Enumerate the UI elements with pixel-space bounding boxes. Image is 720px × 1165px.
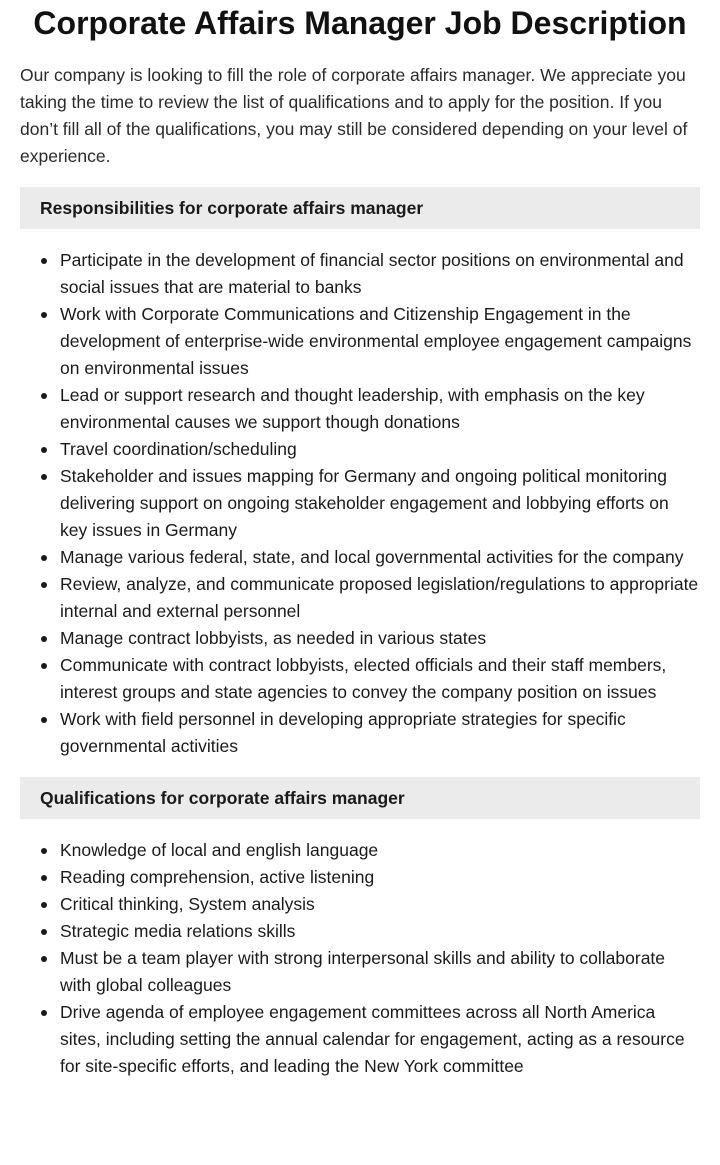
qualifications-heading: Qualifications for corporate affairs manager <box>20 777 700 819</box>
qualification-item: Knowledge of local and english language <box>60 837 700 864</box>
responsibilities-heading: Responsibilities for corporate affairs manager <box>20 187 700 229</box>
responsibility-item: Lead or support research and thought leadership, with emphasis on the key environmental causes we support though donations <box>60 382 700 436</box>
responsibility-item: Manage contract lobbyists, as needed in various states <box>60 625 700 652</box>
responsibility-item: Work with field personnel in developing appropriate strategies for specific governmental activities <box>60 706 700 760</box>
intro-paragraph: Our company is looking to fill the role of corporate affairs manager. We appreciate you taking the time to review the list of qualifications and to apply for the position. If you don’t fill all of the qualifications, you may still be considered depending on your level of experience. <box>20 65 688 166</box>
qualification-item: Must be a team player with strong interpersonal skills and ability to collaborate with global colleagues <box>60 945 700 999</box>
responsibility-item: Communicate with contract lobbyists, elected officials and their staff members, interest groups and state agencies to convey the company position on issues <box>60 652 700 706</box>
qualifications-list <box>20 837 700 1080</box>
qualification-item: Strategic media relations skills <box>60 918 700 945</box>
responsibility-item: Stakeholder and issues mapping for Germany and ongoing political monitoring delivering support on ongoing stakeholder engagement and lobbying efforts on key issues in Germany <box>60 463 700 544</box>
qualification-item: Reading comprehension, active listening <box>60 864 700 891</box>
qualification-item: Drive agenda of employee engagement committees across all North America sites, including setting the annual calendar for engagement, acting as a resource for site-specific efforts, and leading the New York committee <box>60 999 700 1080</box>
responsibility-item: Participate in the development of financial sector positions on environmental and social issues that are material to banks <box>60 247 700 301</box>
responsibility-item: Travel coordination/scheduling <box>60 436 700 463</box>
responsibility-item: Manage various federal, state, and local governmental activities for the company <box>60 544 700 571</box>
page-title: Corporate Affairs Manager Job Description <box>33 5 687 41</box>
qualification-item: Critical thinking, System analysis <box>60 891 700 918</box>
responsibilities-list <box>20 247 700 760</box>
responsibility-item: Work with Corporate Communications and Citizenship Engagement in the development of enterprise-wide environmental employee engagement campaigns on environmental issues <box>60 301 700 382</box>
responsibility-item: Review, analyze, and communicate proposed legislation/regulations to appropriate internal and external personnel <box>60 571 700 625</box>
